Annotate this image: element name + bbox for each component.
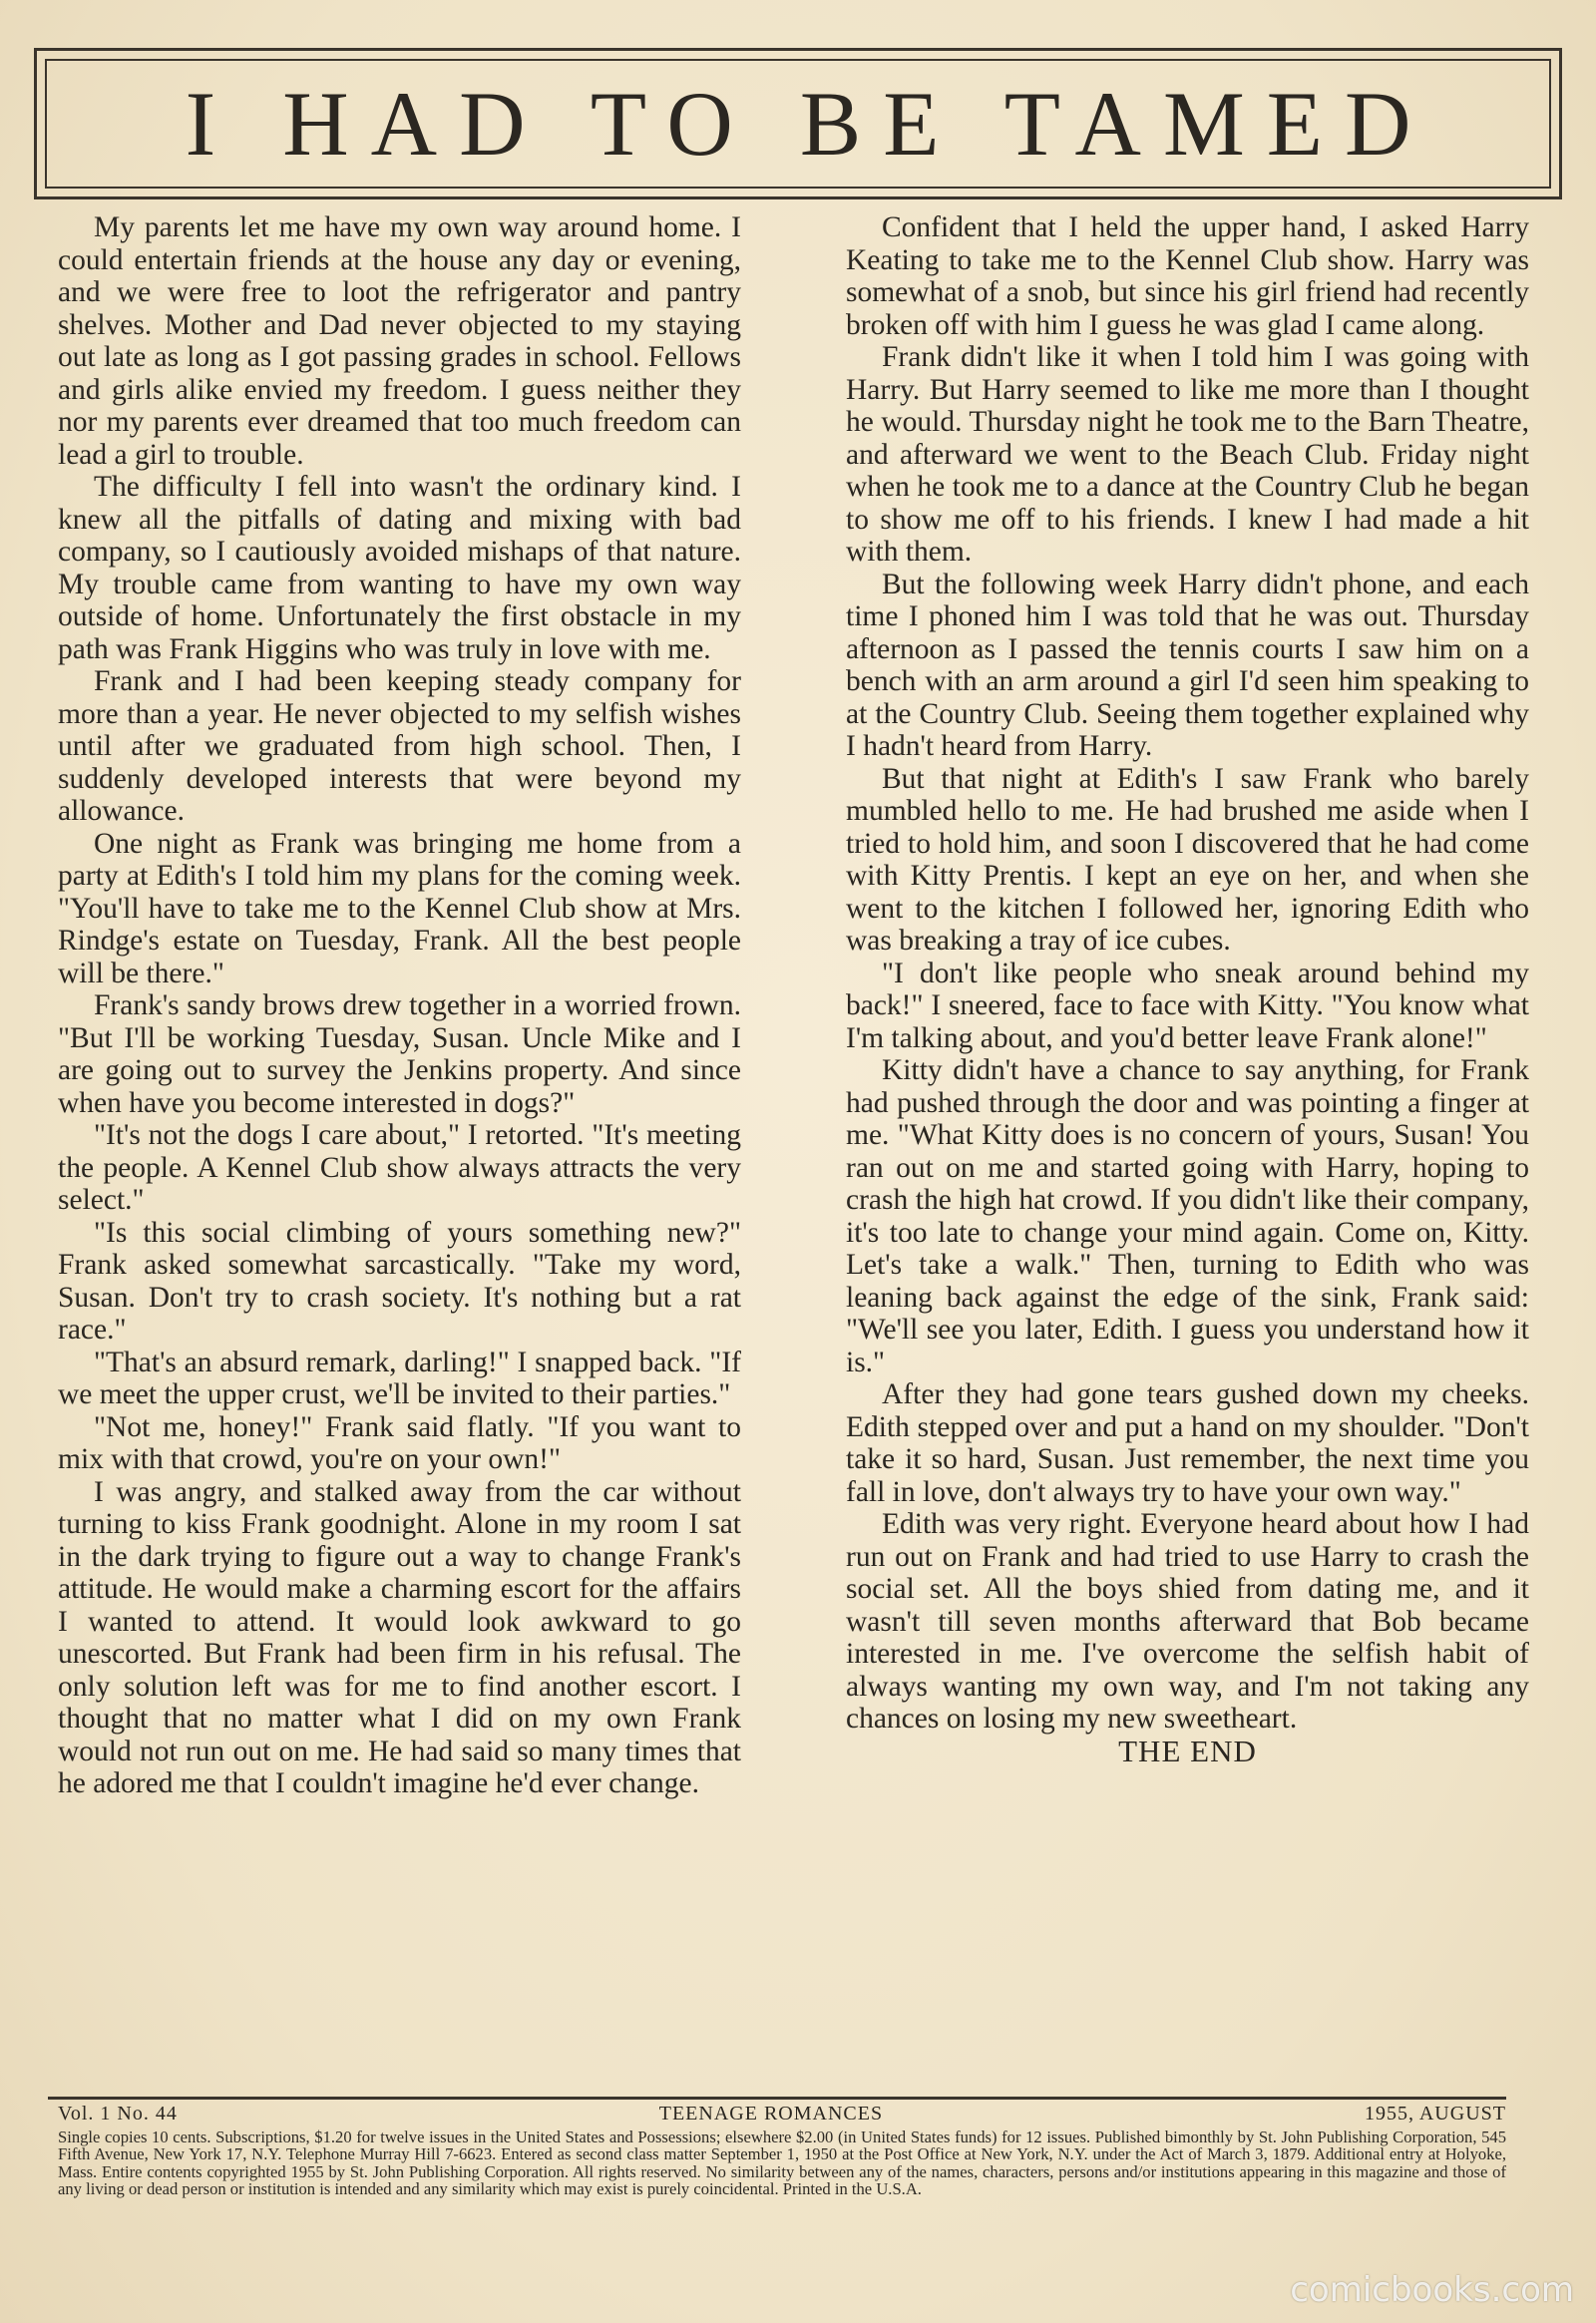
paragraph: One night as Frank was bringing me home from a party at Edith's I told him my plans for the coming week. "You'll have to take me to the Kennel Club show at Mrs. Rindge's estate on Tuesday, Frank. All the best people will be there." — [58, 827, 741, 989]
paragraph: "Not me, honey!" Frank said flatly. "If you want to mix with that crowd, you're on your own!" — [58, 1410, 741, 1475]
site-watermark: comicbooks.com — [1290, 2270, 1574, 2310]
paragraph: "Is this social climbing of yours something new?" Frank asked somewhat sarcastically. "Take my word, Susan. Don't try to crash society. It's nothing but a rat race." — [58, 1216, 741, 1346]
title-inner-border — [45, 59, 1551, 189]
paragraph: But the following week Harry didn't phone, and each time I phoned him I was told that he was out. Thursday afternoon as I passed the tennis courts I saw him on a bench with an arm around a girl I'd seen him speaking to at the Country Club. Seeing them together explained why I hadn't heard from Harry. — [846, 568, 1529, 762]
footer-header — [58, 2103, 1506, 2126]
title-frame — [34, 48, 1562, 199]
left-column — [58, 211, 741, 1800]
paragraph: Frank's sandy brows drew together in a worried frown. "But I'll be working Tuesday, Susan. Uncle Mike and I are going out to survey the Jenkins property. And since when have you become interested in dogs?" — [58, 989, 741, 1119]
publication-fine-print: Single copies 10 cents. Subscriptions, $1.20 for twelve issues in the United States and Possessions; elsewhere $2.00 (in United States funds) for 12 issues. Published bimonthly by St. John Publishing Corporation, 545 Fifth Avenue, New York 17, N.Y. Telephone Murray Hill 7-6623. Entered as second class matter September 1, 1950 at the Post Office at New York, N.Y. under the Act of March 3, 1879. Additional entry at Holyoke, Mass. Entire contents copyrighted 1955 by St. John Publishing Corporation. All rights reserved. No similarity between any of the names, characters, persons and/or institutions appearing in this magazine and those of any living or dead person or institution is intended and any similarity which may exist is purely coincidental. Printed in the U.S.A. — [58, 2128, 1506, 2199]
paragraph: "That's an absurd remark, darling!" I snapped back. "If we meet the upper crust, we'll be invited to their parties." — [58, 1346, 741, 1410]
paragraph: Confident that I held the upper hand, I asked Harry Keating to take me to the Kennel Club show. Harry was somewhat of a snob, but since his girl friend had recently broken off with him I guess he was glad I came along. — [846, 211, 1529, 341]
issue-date: 1955, AUGUST — [1364, 2103, 1506, 2125]
paragraph: My parents let me have my own way around home. I could entertain friends at the house any day or evening, and we were free to loot the refrigerator and pantry shelves. Mother and Dad never objected to my staying out late as long as I got passing grades in school. Fellows and girls alike envied my freedom. I guess neither they nor my parents ever dreamed that too much freedom can lead a girl to trouble. — [58, 211, 741, 471]
magazine-name: TEENAGE ROMANCES — [658, 2103, 884, 2125]
paragraph: The difficulty I fell into wasn't the ordinary kind. I knew all the pitfalls of dating and mixing with bad company, so I cautiously avoided mishaps of that nature. My trouble came from wanting to have my own way outside of home. Unfortunately the first obstacle in my path was Frank Higgins who was truly in love with me. — [58, 471, 741, 665]
volume-number: Vol. 1 No. 44 — [58, 2103, 178, 2125]
paragraph: Frank didn't like it when I told him I was going with Harry. But Harry seemed to like me more than I thought he would. Thursday night he took me to the Barn Theatre, and afterward we went to the Beach Club. Friday night when he took me to a dance at the Country Club he began to show me off to his friends. I knew I had made a hit with them. — [846, 341, 1529, 568]
right-column — [846, 211, 1529, 1767]
paragraph: I was angry, and stalked away from the car without turning to kiss Frank goodnight. Alone in my room I sat in the dark trying to figure out a way to change Frank's attitude. He would make a charming escort for the affairs I wanted to attend. It would look awkward to go unescorted. But Frank had been firm in his refusal. The only solution left was for me to find another escort. I thought that no matter what I did on my own Frank would not run out on me. He had said so many times that he adored me that I couldn't imagine he'd ever change. — [58, 1475, 741, 1799]
paragraph: "It's not the dogs I care about," I retorted. "It's meeting the people. A Kennel Club show always attracts the very select." — [58, 1119, 741, 1216]
the-end-label: THE END — [1118, 1733, 1257, 1768]
story-title: I HAD TO BE TAMED — [185, 73, 1433, 175]
paragraph: After they had gone tears gushed down my cheeks. Edith stepped over and put a hand on my shoulder. "Don't take it so hard, Susan. Just remember, the next time you fall in love, don't always try to have your own way." — [846, 1378, 1529, 1508]
paragraph: Edith was very right. Everyone heard about how I had run out on Frank and had tried to use Harry to crash the social set. All the boys shied from dating me, and it wasn't till seven months afterward that Bob became interested in me. I've overcome the selfish habit of always wanting my own way, and I'm not taking any chances on losing my new sweetheart. — [846, 1508, 1529, 1735]
paragraph: Frank and I had been keeping steady company for more than a year. He never objected to my selfish wishes until after we graduated from high school. Then, I suddenly developed interests that were beyond my allowance. — [58, 665, 741, 827]
paragraph: "I don't like people who sneak around behind my back!" I sneered, face to face with Kitty. "You know what I'm talking about, and you'd better leave Frank alone!" — [846, 957, 1529, 1054]
paragraph: Kitty didn't have a chance to say anything, for Frank had pushed through the door and was pointing a finger at me. "What Kitty does is no concern of yours, Susan! You ran out on me and started going with Harry, hoping to crash the high hat crowd. If you didn't like their company, it's too late to change your mind again. Come on, Kitty. Let's take a walk." Then, turning to Edith who was leaning back against the edge of the sink, Frank said: "We'll see you later, Edith. I guess you understand how it is." — [846, 1054, 1529, 1378]
footer-divider — [48, 2097, 1506, 2100]
paragraph: But that night at Edith's I saw Frank who barely mumbled hello to me. He had brushed me aside when I tried to hold him, and soon I discovered that he had come with Kitty Prentis. I kept an eye on her, and when she went to the kitchen I followed her, ignoring Edith who was breaking a tray of ice cubes. — [846, 762, 1529, 957]
